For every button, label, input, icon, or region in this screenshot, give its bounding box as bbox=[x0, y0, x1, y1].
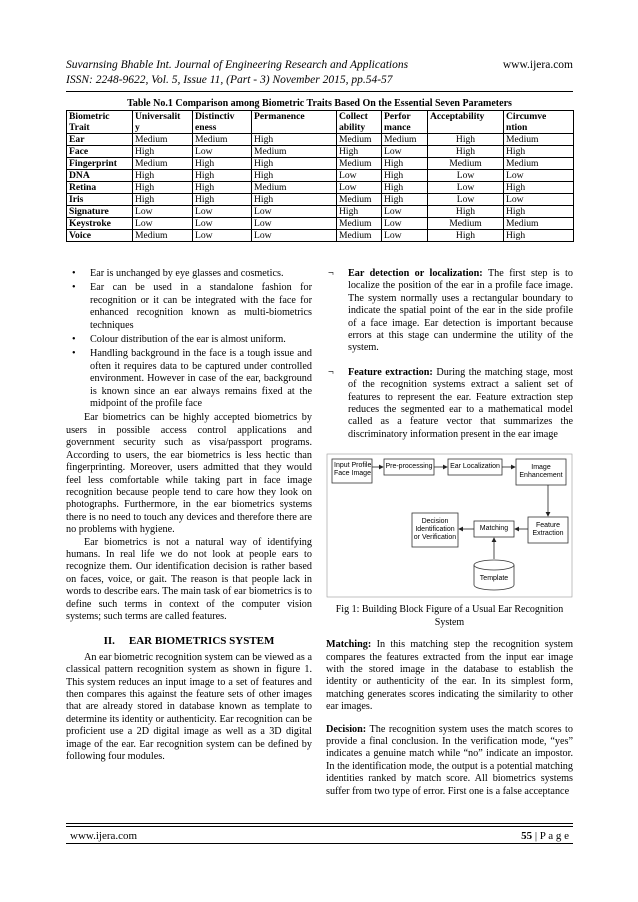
header-acceptability: Acceptability bbox=[428, 111, 504, 134]
list-item bbox=[326, 268, 573, 355]
table-cell: Medium bbox=[504, 134, 574, 146]
table-cell: Low bbox=[382, 206, 428, 218]
table-cell: Medium bbox=[133, 230, 193, 242]
table-row bbox=[67, 230, 574, 242]
table-cell: Medium bbox=[337, 134, 382, 146]
list-item: • Ear can be used in a standalone fashion for recognition or it can be integrated with the face for enhanced recognition known as multi-biometrics techniques bbox=[66, 282, 312, 332]
item-text: During the matching stage, most of the recognition systems extract a salient set of features to represent the ear. Feature extraction step reduces the segmented ear to a mathematical model called as a feature vector that summarizes the discriminatory information present in the ear image bbox=[348, 366, 574, 440]
table-cell: High bbox=[252, 170, 337, 182]
table-cell: High bbox=[382, 182, 428, 194]
table-cell: High bbox=[252, 134, 337, 146]
header-trait: Biometric Trait bbox=[67, 111, 133, 134]
item-text: The first step is to localize the position of the ear in a profile face image. The system normally uses a rectangular boundary to indicate the spatial point of the ear in the side profile of a face image. Ear detection is important because errors at this stage can undermine the utility of the system. bbox=[348, 268, 573, 354]
header-permanence: Permanence bbox=[252, 111, 337, 134]
running-header bbox=[66, 58, 573, 88]
figure-caption: Fig 1: Building Block Figure of a Usual Ear Recognition System bbox=[335, 604, 564, 628]
block-diagram bbox=[326, 453, 573, 598]
biometric-comparison-table bbox=[66, 110, 574, 242]
left-column bbox=[66, 268, 312, 763]
table-row bbox=[67, 206, 574, 218]
header-performance: Perfor mance bbox=[382, 111, 428, 134]
trait-name: Signature bbox=[67, 206, 133, 218]
table-cell: Medium bbox=[252, 146, 337, 158]
template-cylinder-top bbox=[474, 560, 514, 570]
table-header-row bbox=[67, 111, 574, 134]
header-site: www.ijera.com bbox=[502, 59, 573, 71]
preprocessing-label: Pre-processing bbox=[385, 463, 433, 471]
table-cell: Low bbox=[133, 218, 193, 230]
table-cell: Medium bbox=[133, 134, 193, 146]
enhancement-label: Image Enhancement bbox=[519, 464, 563, 480]
table-cell: High bbox=[133, 146, 193, 158]
table-cell: High bbox=[428, 206, 504, 218]
section-heading: II. EAR BIOMETRICS SYSTEM bbox=[103, 635, 275, 648]
table-cell: Medium bbox=[252, 182, 337, 194]
modules-list bbox=[326, 268, 573, 441]
table-cell: High bbox=[504, 146, 574, 158]
table-cell: Medium bbox=[337, 194, 382, 206]
table-cell: High bbox=[428, 146, 504, 158]
table-cell: High bbox=[504, 182, 574, 194]
table-cell: Medium bbox=[428, 218, 504, 230]
table-cell: Low bbox=[193, 230, 252, 242]
table-cell: High bbox=[252, 158, 337, 170]
table-cell: Low bbox=[382, 230, 428, 242]
paragraph: Ear biometrics can be highly accepted biometrics by users in possible access control applications and government security such as visa/passport programs. According to users, the ear biometrics is less hectic than fingerprinting. Moreover, users admitted that they would feel less comfortable while taking part in face image recognition because people tend to care how they look on photographs. Furthermore, in the ear biometrics systems there is no need to touch any devices and therefore there are no problems with hygiene. bbox=[66, 412, 312, 536]
table-cell: Low bbox=[382, 218, 428, 230]
footer-site: www.ijera.com bbox=[70, 830, 138, 842]
matching-label: Matching bbox=[479, 525, 509, 533]
header-rule bbox=[66, 91, 573, 92]
trait-name: Keystroke bbox=[67, 218, 133, 230]
table-cell: Low bbox=[382, 146, 428, 158]
list-item bbox=[326, 367, 573, 441]
table-cell: High bbox=[193, 182, 252, 194]
table-cell: Low bbox=[133, 206, 193, 218]
table-cell: Low bbox=[252, 218, 337, 230]
table-row bbox=[67, 134, 574, 146]
table-cell: High bbox=[337, 146, 382, 158]
feature-label: Feature Extraction bbox=[532, 522, 564, 538]
table-cell: High bbox=[382, 194, 428, 206]
table-cell: High bbox=[337, 206, 382, 218]
trait-name: Voice bbox=[67, 230, 133, 242]
item-title: Ear detection or localization: bbox=[348, 268, 483, 279]
trait-name: DNA bbox=[67, 170, 133, 182]
table-cell: High bbox=[133, 194, 193, 206]
trait-name: Fingerprint bbox=[67, 158, 133, 170]
advantages-list bbox=[66, 268, 312, 410]
table-cell: High bbox=[428, 134, 504, 146]
table-cell: High bbox=[382, 170, 428, 182]
table-cell: Medium bbox=[504, 158, 574, 170]
trait-name: Face bbox=[67, 146, 133, 158]
table-cell: Low bbox=[504, 194, 574, 206]
header-circumvention: Circumve ntion bbox=[504, 111, 574, 134]
page-footer bbox=[66, 826, 573, 844]
table-row bbox=[67, 146, 574, 158]
input-label: Input Profile Face Image bbox=[334, 462, 372, 478]
right-column bbox=[326, 268, 573, 808]
table-cell: Low bbox=[428, 194, 504, 206]
table-cell: High bbox=[133, 170, 193, 182]
table-cell: High bbox=[193, 170, 252, 182]
list-item: • Colour distribution of the ear is almost uniform. bbox=[66, 334, 312, 346]
paragraph: Ear biometrics is not a natural way of identifying humans. In real life we do not look at people ears to recognize them. Our identification decision is rather based on faces, voice, or gait. The reason is that people lack in words to describe ears. The main task of ear biometrics is to define such terms in context of the computer vision systems; such terms are called features. bbox=[66, 536, 312, 622]
table-cell: Medium bbox=[337, 230, 382, 242]
table-cell: Medium bbox=[193, 134, 252, 146]
table-cell: Medium bbox=[504, 218, 574, 230]
table-cell: Medium bbox=[133, 158, 193, 170]
table-cell: Medium bbox=[337, 158, 382, 170]
issn-line: ISSN: 2248-9622, Vol. 5, Issue 11, (Part - 3) November 2015, pp.54-57 bbox=[66, 74, 393, 86]
table-cell: Low bbox=[252, 206, 337, 218]
table-cell: Low bbox=[428, 182, 504, 194]
item-title: Feature extraction: bbox=[348, 366, 433, 378]
table-cell: High bbox=[193, 158, 252, 170]
table-cell: Medium bbox=[428, 158, 504, 170]
header-universality: Universalit y bbox=[133, 111, 193, 134]
table-cell: Low bbox=[337, 170, 382, 182]
table-cell: Low bbox=[193, 218, 252, 230]
trait-name: Iris bbox=[67, 194, 133, 206]
table-cell: Low bbox=[193, 206, 252, 218]
decision-label: Decision Identification or Verification bbox=[413, 518, 457, 542]
table-row bbox=[67, 194, 574, 206]
paragraph: Decision: The recognition system uses the match scores to provide a final conclusion. In the verification mode, “yes” indicates a genuine match while “no” indicate an impostor. In the identification mode, the output is a potential matching identities ranked by match score. All biometrics systems suffer from two type of error. First one is a false acceptance bbox=[326, 723, 573, 797]
table-cell: High bbox=[382, 158, 428, 170]
table-cell: Medium bbox=[337, 218, 382, 230]
table-cell: Low bbox=[193, 146, 252, 158]
page-number: 55 | P a g e bbox=[521, 830, 569, 842]
template-label: Template bbox=[479, 575, 509, 583]
list-item: • Handling background in the face is a tough issue and often it requires data to be captured under controlled environment. However in case of the ear, background is known since an ear always remains fixed at the midpoint of the profile face bbox=[66, 348, 312, 410]
table-cell: Medium bbox=[382, 134, 428, 146]
journal-line: Suvarnsing Bhable Int. Journal of Engineering Research and Applications bbox=[66, 59, 409, 71]
paragraph: Matching: In this matching step the recognition system compares the features extracted from the input ear image with the stored image in the database to establish the identity or authenticity of the ear. In its simplest form, matching generates scores indicating the similarity to other ear images. bbox=[326, 639, 573, 713]
table-row bbox=[67, 182, 574, 194]
table-cell: High bbox=[504, 206, 574, 218]
table-caption: Table No.1 Comparison among Biometric Traits Based On the Essential Seven Parameters bbox=[127, 98, 512, 109]
table-row bbox=[67, 218, 574, 230]
paragraph: An ear biometric recognition system can be viewed as a classical pattern recognition system as shown in figure 1. This system reduces an input image to a set of features and then compares this against the feature sets of other images that are already stored in database known as template to determine its identity or authenticity. Ear recognition can be proficient use a 2D digital image as well as a 3D digital image of the ear. Ear recognition system can be defined by following four modules. bbox=[66, 651, 312, 763]
table-cell: Low bbox=[428, 170, 504, 182]
table-cell: High bbox=[133, 182, 193, 194]
table-cell: High bbox=[193, 194, 252, 206]
table-cell: Low bbox=[337, 182, 382, 194]
negation-bullet: ¬ bbox=[328, 366, 334, 378]
table-row bbox=[67, 170, 574, 182]
table-cell: High bbox=[504, 230, 574, 242]
table-cell: High bbox=[252, 194, 337, 206]
table-row bbox=[67, 158, 574, 170]
table-cell: High bbox=[428, 230, 504, 242]
trait-name: Retina bbox=[67, 182, 133, 194]
table-cell: Low bbox=[504, 170, 574, 182]
list-item: • Ear is unchanged by eye glasses and cosmetics. bbox=[66, 268, 312, 280]
trait-name: Ear bbox=[67, 134, 133, 146]
localization-label: Ear Localization bbox=[450, 463, 500, 471]
header-distinctiveness: Distinctiv eness bbox=[193, 111, 252, 134]
negation-bullet: ¬ bbox=[328, 268, 334, 279]
table-cell: Low bbox=[252, 230, 337, 242]
header-collectability: Collect ability bbox=[337, 111, 382, 134]
